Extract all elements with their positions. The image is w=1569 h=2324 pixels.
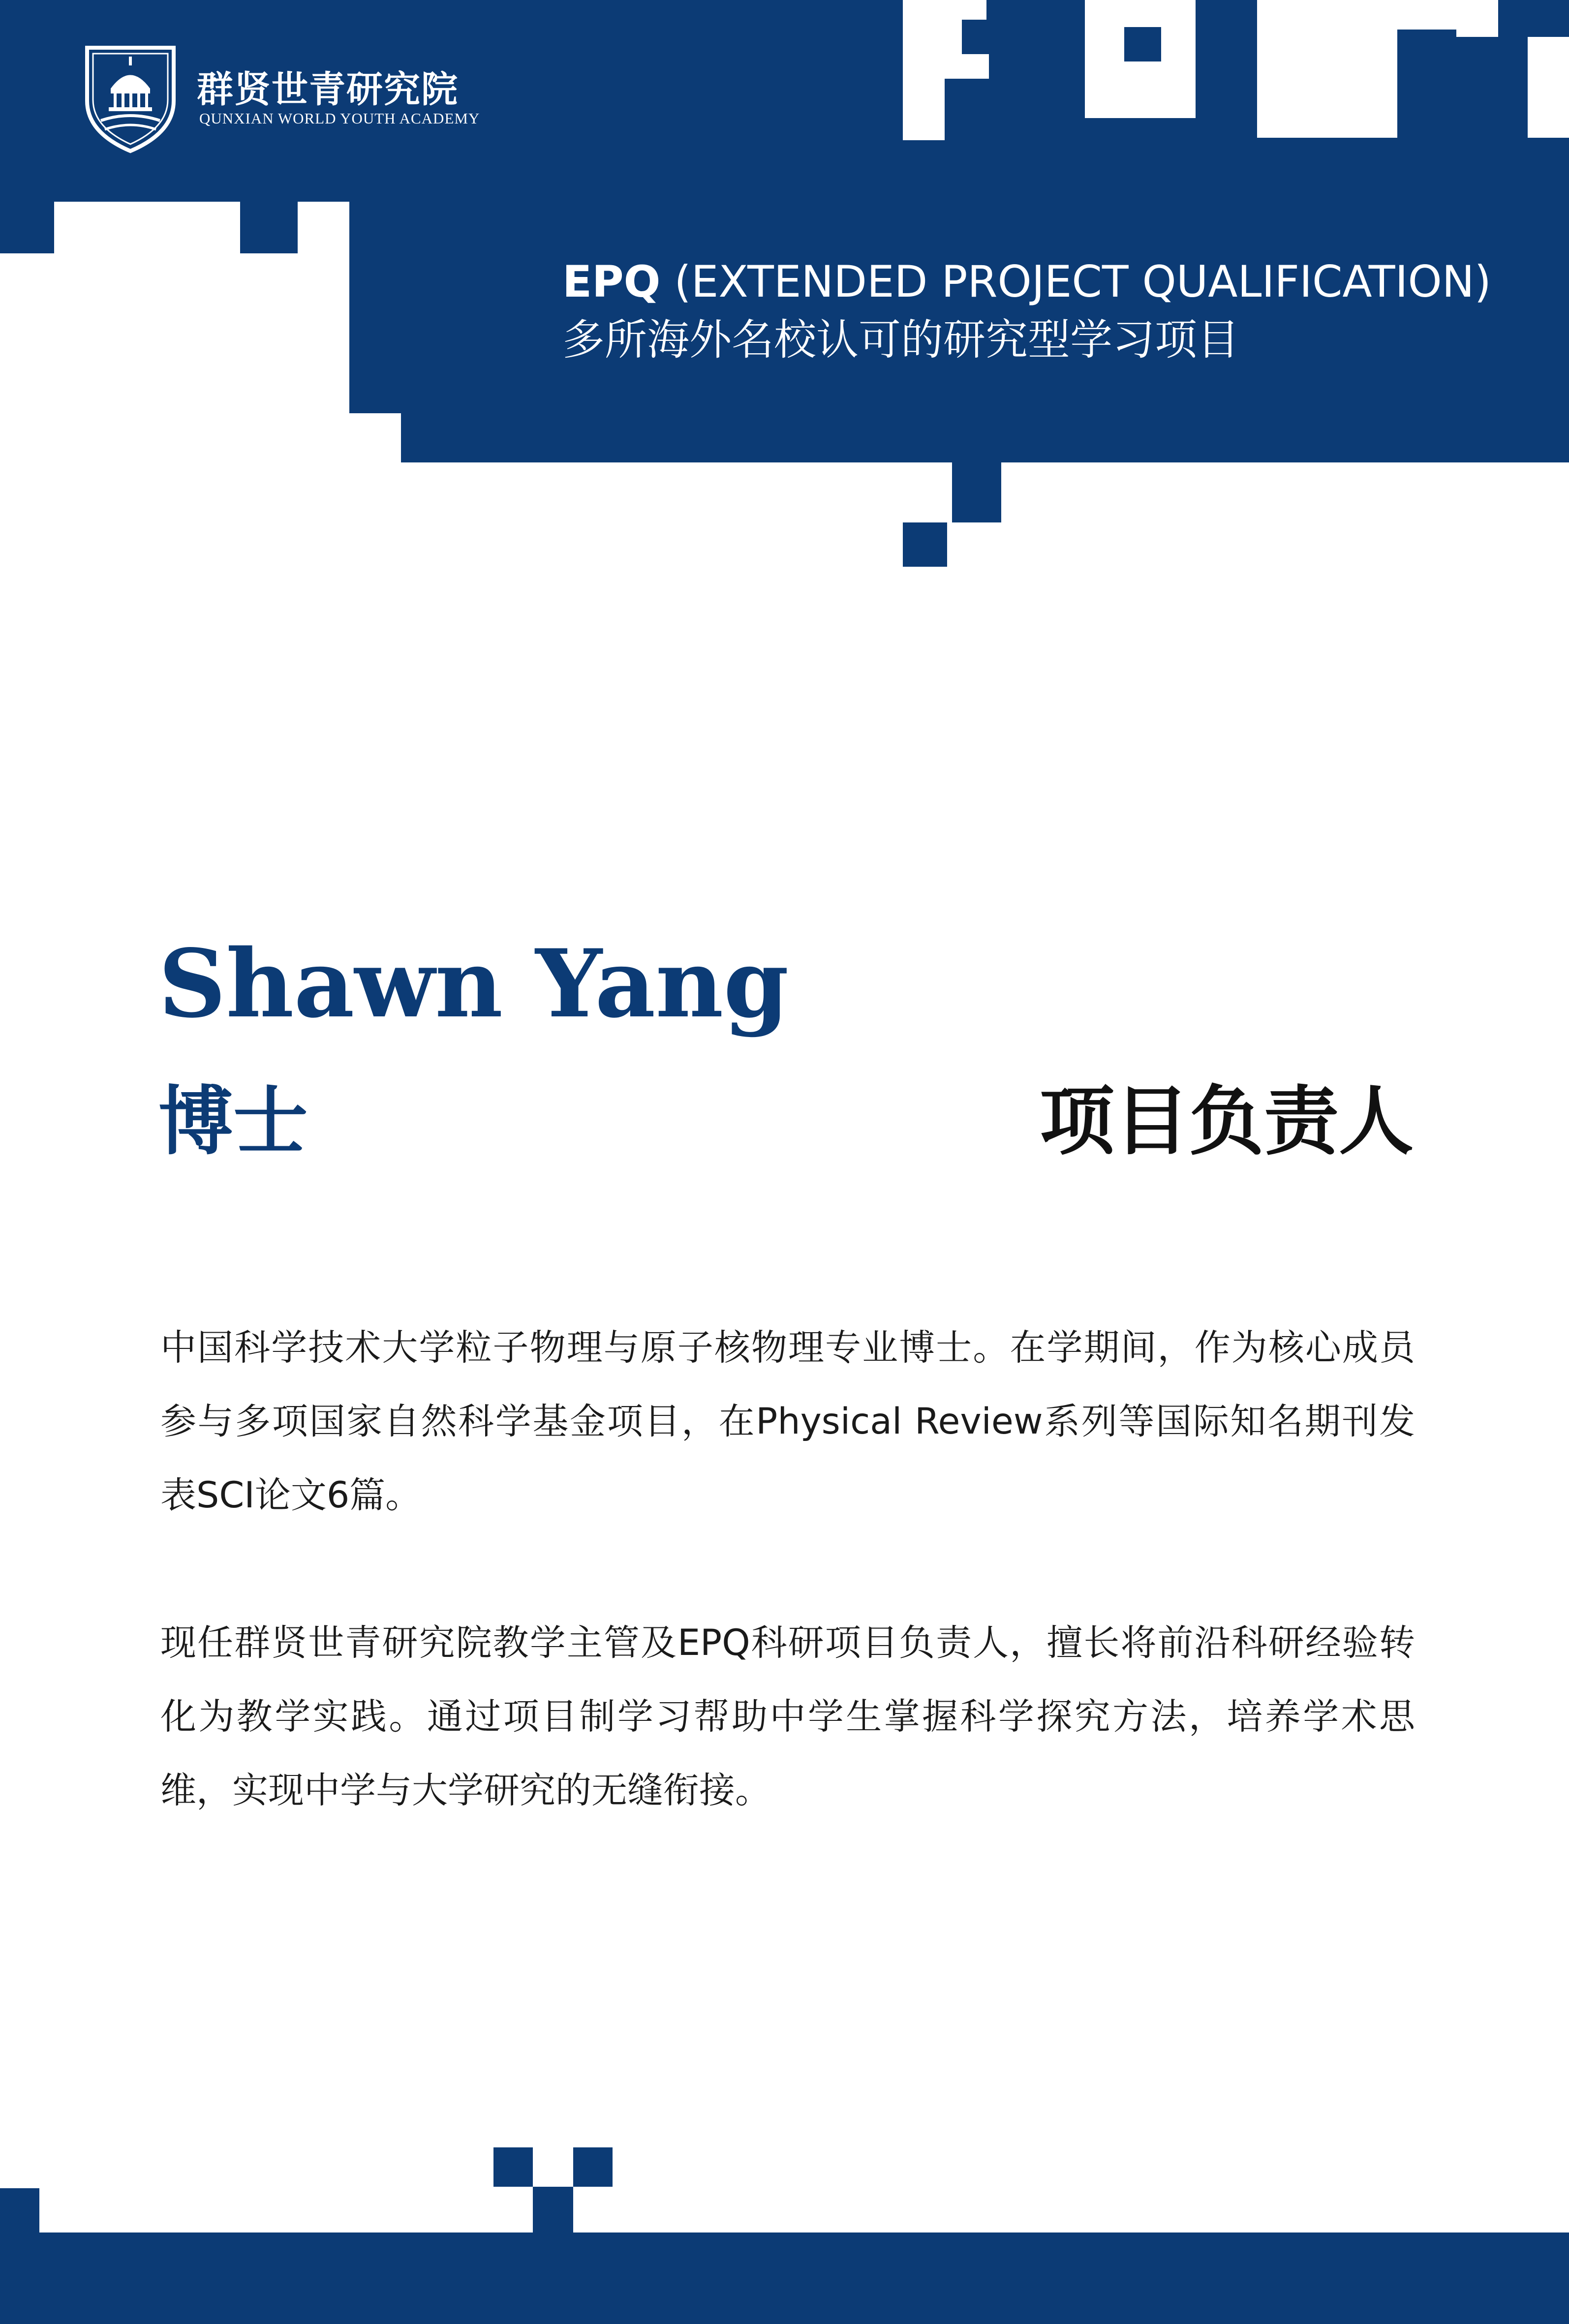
header-cutout-small [298,202,349,253]
person-role: 项目负责人 [1040,1077,1414,1165]
bio-paragraph-current-role: 现任群贤世青研究院教学主管及EPQ科研项目负责人，擅长将前沿科研经验转化为教学实践。通过项目制学习帮助中学生掌握科学探究方法，培养学术思维，实现中学与大学研究的无缝衔接。 [160,1622,1415,1811]
pattern-cutout-b [903,20,962,54]
header-band-step-3 [401,413,1569,462]
header-band-step-left [0,202,54,253]
footer-band [0,2232,1569,2324]
pattern-cutout-i [1456,0,1498,37]
pattern-cutout-h [1343,0,1456,30]
pattern-cutout-c [903,54,989,79]
pattern-inner-square [1124,27,1161,61]
header-band-floating-block [903,522,947,567]
logo-name-cn: 群贤世青研究院 [197,68,459,111]
pattern-cutout-a [903,0,986,20]
footer-block-3 [533,2187,573,2232]
pattern-inner-square-2 [1491,37,1528,76]
header-band-step-1 [240,202,1569,253]
person-name: Shawn Yang [158,929,789,1039]
program-subtitle: 多所海外名校认可的研究型学习项目 [562,315,1239,365]
footer-band-left-step [0,2188,39,2232]
program-title-full: (EXTENDED PROJECT QUALIFICATION) [660,256,1491,307]
header-band-drop-block [952,462,1001,522]
pattern-cutout-g [1343,30,1397,138]
bio-paragraph-education: 中国科学技术大学粒子物理与原子核物理专业博士。在学期间，作为核心成员参与多项国家自然科学基金项目，在Physical Review系列等国际知名期刊发表SCI论文6篇。 [160,1327,1415,1516]
logo-name-en: QUNXIAN WORLD YOUTH ACADEMY [199,110,480,127]
program-title-acronym: EPQ [562,256,661,307]
pattern-cutout-j [1528,37,1569,138]
academy-logo [81,42,524,155]
person-degree: 博士 [158,1077,308,1165]
footer-block-2 [573,2147,613,2187]
academy-shield-emblem-icon [81,42,180,155]
header-cutout-left [54,253,349,413]
pattern-cutout-d [903,79,945,140]
program-title [562,256,1491,308]
footer-block-1 [493,2147,533,2187]
pattern-cutout-f [1257,0,1343,138]
